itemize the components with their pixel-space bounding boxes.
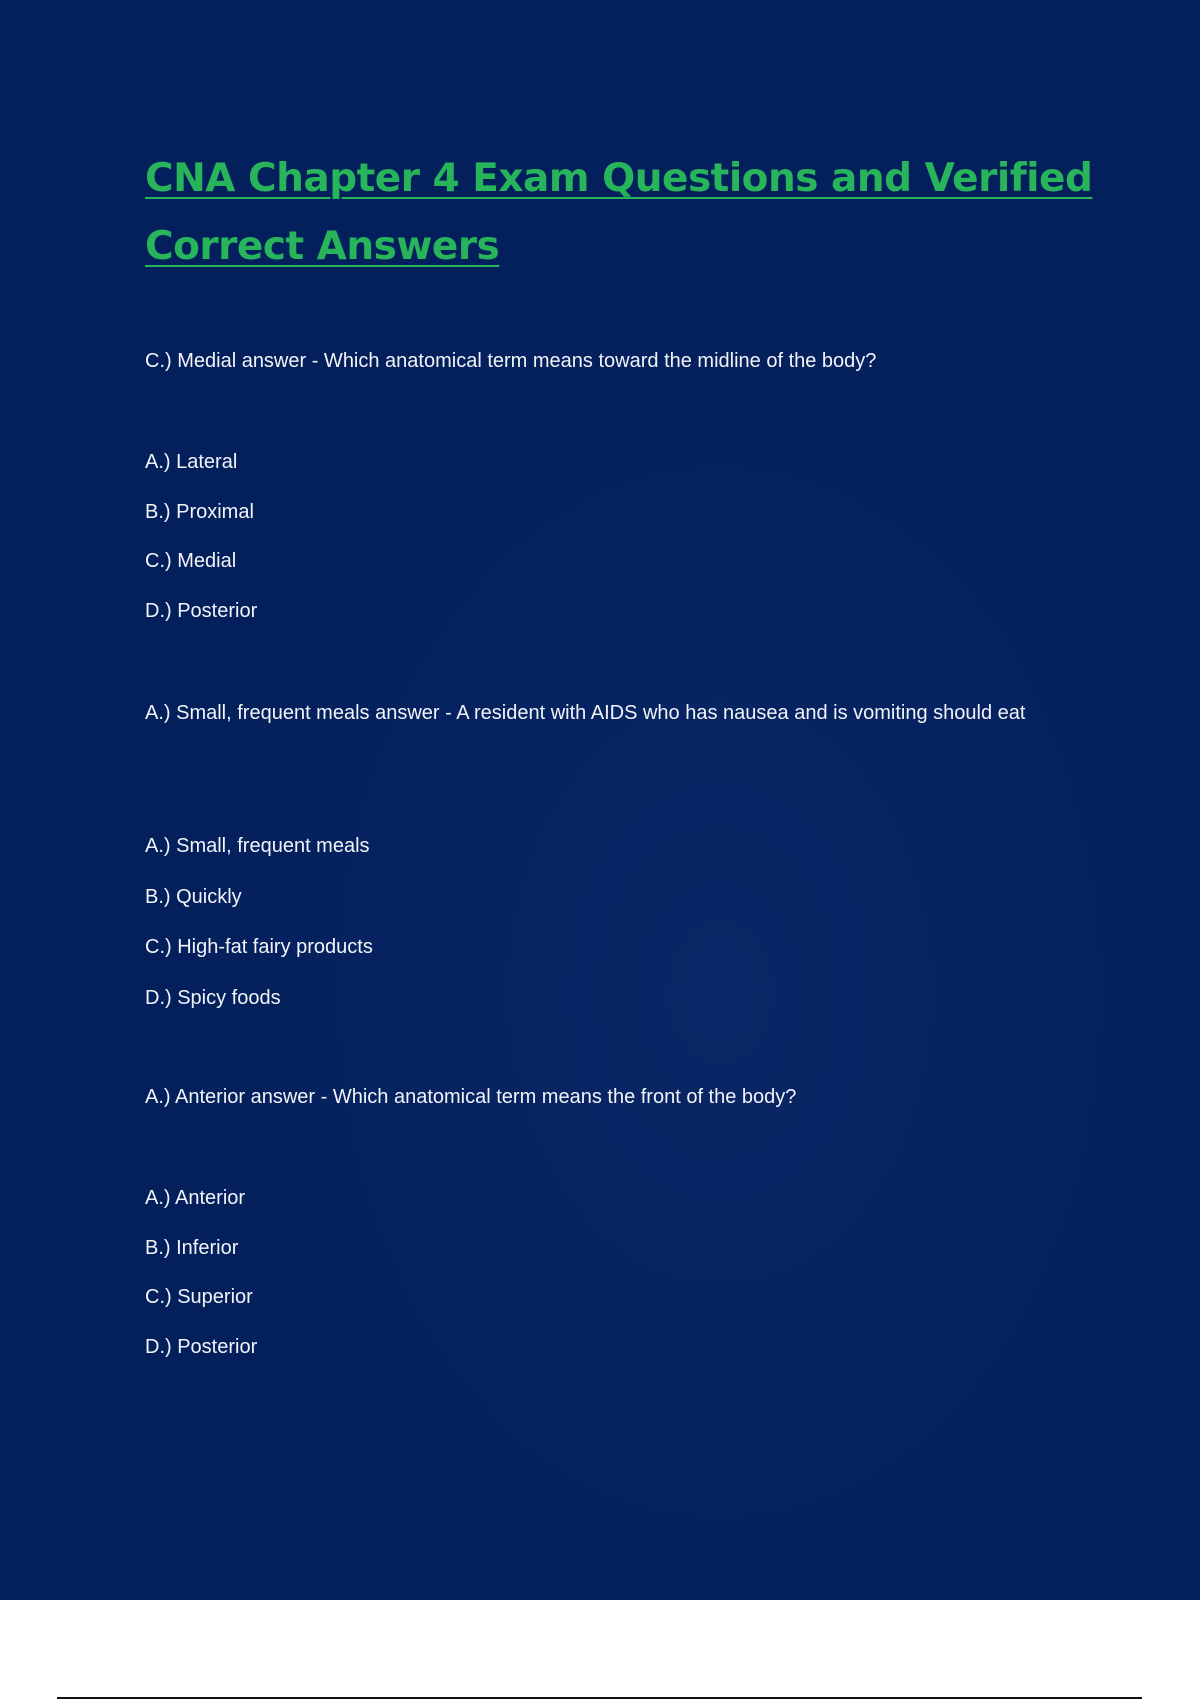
question-3-prompt: A.) Anterior answer - Which anatomical term means the front of the body? xyxy=(145,1086,797,1108)
question-2-option-c: C.) High-fat fairy products xyxy=(145,936,373,958)
question-2-option-b: B.) Quickly xyxy=(145,886,242,908)
question-1-option-b: B.) Proximal xyxy=(145,501,254,523)
question-1-option-a: A.) Lateral xyxy=(145,451,238,473)
question-2-prompt: A.) Small, frequent meals answer - A resident with AIDS who has nausea and is vomiting should eat xyxy=(145,702,1026,724)
question-1-option-d: D.) Posterior xyxy=(145,600,258,622)
document-title: CNA Chapter 4 Exam Questions and Verified Correct Answers xyxy=(145,156,1093,269)
question-2-option-d: D.) Spicy foods xyxy=(145,987,281,1009)
footer-divider xyxy=(57,1697,1142,1699)
question-1-prompt: C.) Medial answer - Which anatomical term means toward the midline of the body? xyxy=(145,350,877,372)
question-3-option-a: A.) Anterior xyxy=(145,1187,246,1209)
question-1-option-c: C.) Medial xyxy=(145,550,237,572)
question-3-option-b: B.) Inferior xyxy=(145,1237,239,1259)
question-3-option-d: D.) Posterior xyxy=(145,1336,258,1358)
question-2-option-a: A.) Small, frequent meals xyxy=(145,835,370,857)
question-3-option-c: C.) Superior xyxy=(145,1286,253,1308)
